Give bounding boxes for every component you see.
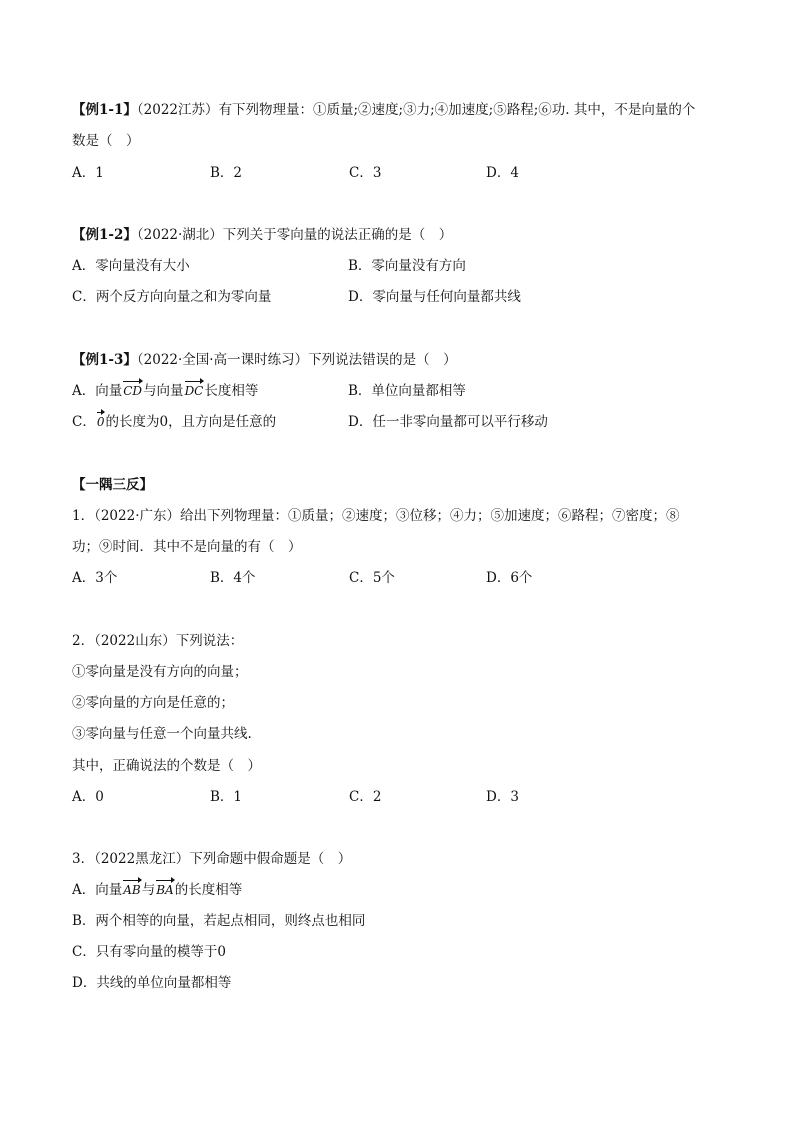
example-tag: 【例1-2】: [72, 227, 137, 243]
option-b: B．零向量没有方向: [348, 258, 466, 274]
section-heading: 【一隅三反】: [72, 477, 153, 493]
option-d: D．3: [486, 789, 519, 805]
option-a: A．1: [72, 165, 104, 181]
option-d: D．4: [486, 165, 519, 181]
example-1-3-line: [72, 350, 457, 370]
option-b: B．单位向量都相等: [348, 383, 466, 399]
question-2-stem: 2．（2022山东）下列说法：: [72, 633, 244, 649]
option-d: D．任一非零向量都可以平行移动: [348, 414, 548, 430]
option-b: B．4个: [210, 570, 256, 586]
question-3-option-d: D．共线的单位向量都相等: [72, 975, 232, 991]
option-d: D．零向量与任何向量都共线: [348, 289, 521, 305]
option-c: C．5个: [349, 570, 395, 586]
option-a: A．0: [72, 789, 104, 805]
vector-ba: BA: [155, 880, 174, 900]
option-c-prefix: C．: [72, 414, 96, 430]
option-a-prefix: A．向量: [72, 882, 123, 898]
zero-vector: 0: [96, 412, 106, 432]
option-c-suffix: 的长度为0，且方向是任意的: [105, 414, 277, 430]
option-b: B．2: [210, 165, 243, 181]
question-3-stem: 3．（2022黑龙江）下列命题中假命题是（ ）: [72, 851, 352, 867]
question-1-line-2: 功；⑨时间．其中不是向量的有（ ）: [72, 539, 302, 555]
option-a-prefix: A．向量: [72, 383, 123, 399]
option-c: C．两个反方向向量之和为零向量: [72, 289, 272, 305]
example-text: （2022江苏）有下列物理量：①质量;②速度;③力;④加速度;⑤路程;⑥功. 其中，不是向量的个: [136, 102, 696, 118]
option-a-mid: 与向量: [143, 383, 184, 399]
question-2-item-3: ③零向量与任意一个向量共线.: [72, 726, 252, 742]
option-a-mid: 与: [141, 882, 156, 898]
option-c: [72, 412, 276, 432]
option-d: D．6个: [486, 570, 533, 586]
example-1-1-line-1: [72, 100, 695, 120]
example-1-2-line: [72, 225, 452, 245]
example-1-1-line-2: 数是（ ）: [72, 133, 140, 149]
option-a-suffix: 的长度相等: [174, 882, 243, 898]
option-a: A．零向量没有大小: [72, 258, 190, 274]
question-2-item-1: ①零向量是没有方向的向量；: [72, 664, 248, 680]
vector-dc: DC: [184, 381, 205, 401]
question-2-ask: 其中，正确说法的个数是（ ）: [72, 758, 261, 774]
vector-cd: CD: [122, 381, 143, 401]
option-a: [72, 381, 258, 401]
example-text: （2022·湖北）下列关于零向量的说法正确的是（ ）: [136, 227, 453, 243]
question-2-item-2: ②零向量的方向是任意的；: [72, 695, 234, 711]
example-text: （2022·全国·高一课时练习）下列说法错误的是（ ）: [136, 352, 457, 368]
question-3-option-c: C．只有零向量的模等于0: [72, 944, 226, 960]
option-c: C．2: [349, 789, 382, 805]
option-a: A．3个: [72, 570, 118, 586]
option-b: B．1: [210, 789, 243, 805]
vector-ab: AB: [122, 880, 141, 900]
option-a-suffix: 长度相等: [204, 383, 259, 399]
question-3-option-a: [72, 880, 242, 900]
question-1-line-1: 1．（2022·广东）给出下列物理量：①质量；②速度；③位移；④力；⑤加速度；⑥路程；⑦密度；⑧: [72, 508, 680, 524]
example-tag: 【例1-1】: [72, 102, 137, 118]
example-tag: 【例1-3】: [72, 352, 137, 368]
option-c: C．3: [349, 165, 382, 181]
question-3-option-b: B．两个相等的向量，若起点相同，则终点也相同: [72, 913, 366, 929]
